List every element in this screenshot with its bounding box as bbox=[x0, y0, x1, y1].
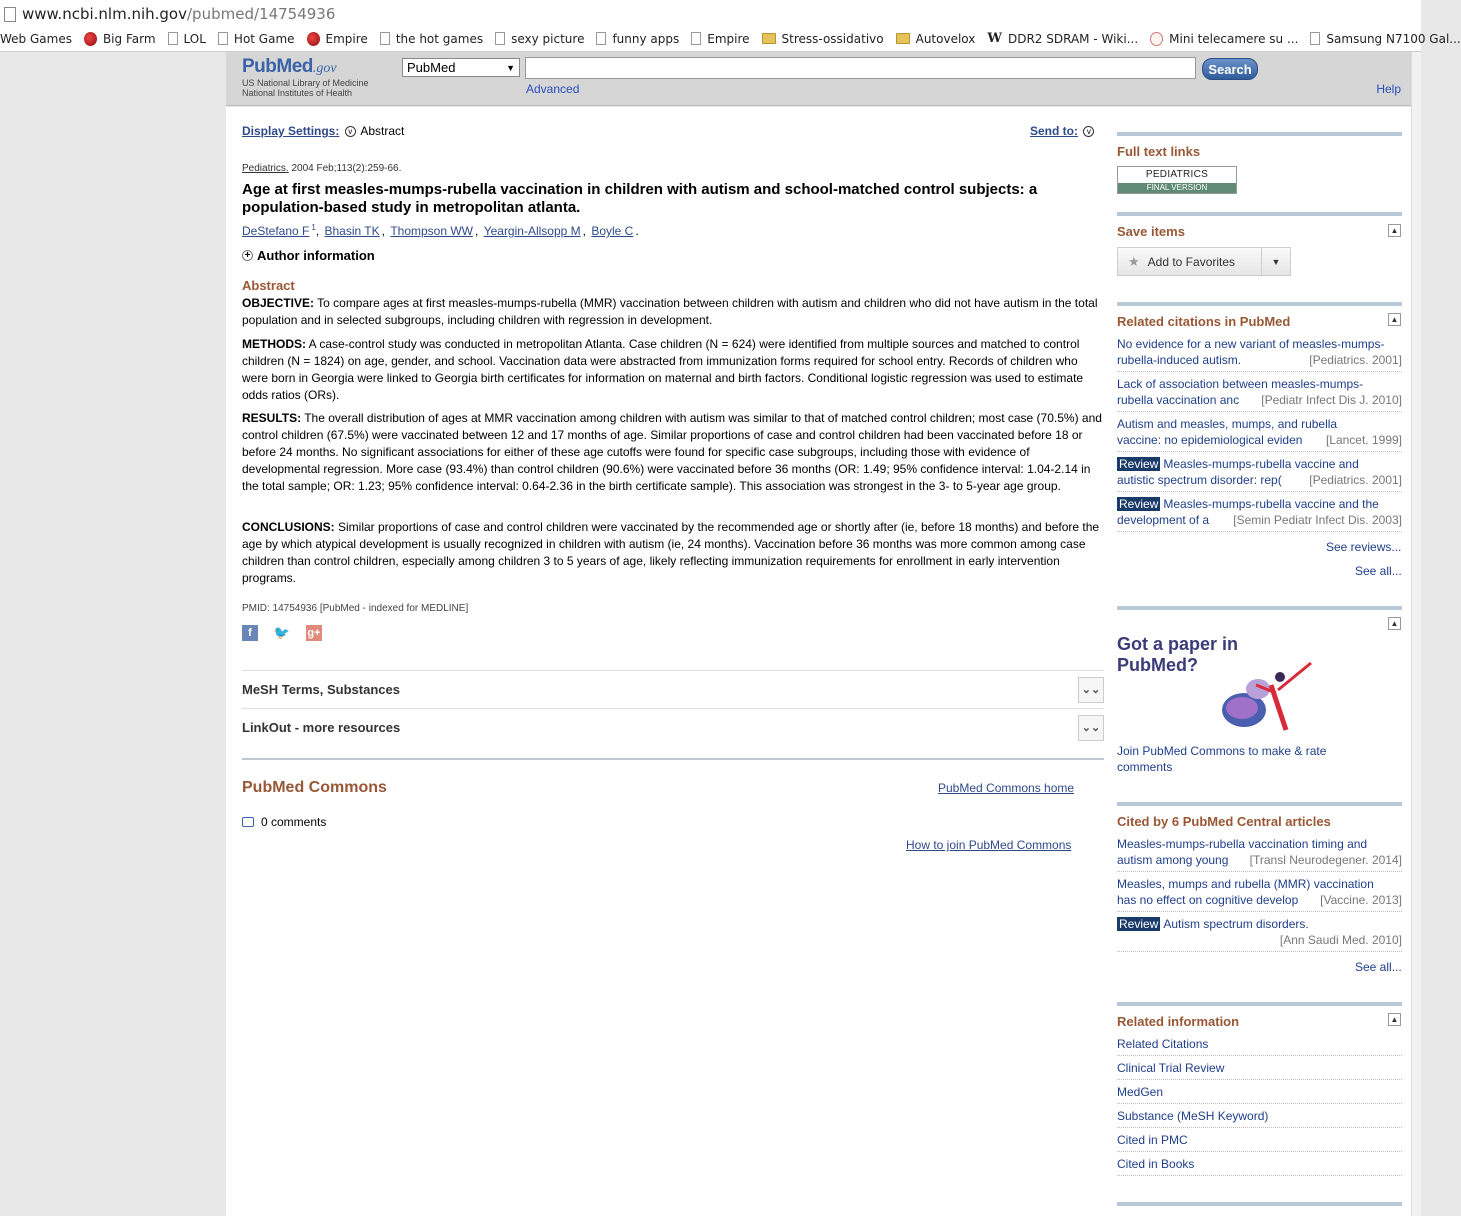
bookmark-item[interactable] bbox=[0, 32, 72, 46]
separator: , bbox=[582, 224, 590, 238]
bookmark-item[interactable] bbox=[380, 32, 483, 46]
related-information-link[interactable]: Cited in PMC bbox=[1117, 1132, 1402, 1152]
author-link[interactable]: Boyle C bbox=[591, 224, 634, 238]
linkout-section[interactable] bbox=[242, 708, 1104, 746]
citation-link[interactable] bbox=[1117, 456, 1402, 492]
section-label: METHODS: bbox=[242, 337, 306, 351]
related-information-link[interactable]: MedGen bbox=[1117, 1084, 1402, 1104]
scrollbar[interactable] bbox=[1411, 52, 1421, 1216]
bookmark-label: Stress-ossidativo bbox=[781, 31, 884, 46]
author-list bbox=[242, 223, 641, 238]
page-icon bbox=[4, 7, 16, 22]
address-bar[interactable] bbox=[0, 0, 1421, 26]
logo-subtitle-2: National Institutes of Health bbox=[242, 88, 353, 98]
bookmark-label: funny apps bbox=[612, 31, 680, 46]
collapse-icon[interactable]: ▲ bbox=[1388, 313, 1401, 326]
display-format: Abstract bbox=[360, 124, 405, 138]
section-text: The overall distribution of ages at MMR vaccination among children with autism was similar to that of matched control children; most case (70.5%) and control children (67.5%) were vaccinated between 12 and 17 months of age. Similar proportions of case and control children had been vaccinated before 18 or before 24 months. No significant associations for either of these age cutoffs were found for specific case subgroups, including those with evidence of developmental regression. More case (93.4%) than control children (90.6%) were vaccinated before 36 months (OR: 1.49; 95% confidence interval: 1.04-2.14 in the total sample; OR: 1.23; 95% confidence interval: 0.64-2.36 in the birth certificate sample). This association was strongest in the 3- to 5-year age group. bbox=[242, 411, 1102, 493]
journal-link[interactable]: Pediatrics. bbox=[242, 163, 289, 174]
database-selected: PubMed bbox=[407, 60, 456, 75]
folder-icon bbox=[896, 33, 910, 44]
pubmed-commons-title: PubMed Commons bbox=[242, 779, 387, 796]
bookmark-item[interactable] bbox=[307, 32, 368, 46]
see-reviews-link[interactable]: See reviews... bbox=[1326, 540, 1402, 554]
related-information-link[interactable]: Related Citations bbox=[1117, 1036, 1402, 1056]
commons-promo-text[interactable]: Join PubMed Commons to make & rate comments bbox=[1117, 744, 1327, 774]
bookmark-icon bbox=[596, 32, 606, 45]
bookmark-item[interactable] bbox=[896, 32, 976, 46]
display-settings[interactable] bbox=[242, 124, 404, 138]
bookmarks-bar bbox=[0, 26, 1461, 52]
save-items-title: Save items bbox=[1117, 224, 1185, 239]
section-text: A case-control study was conducted in metropolitan Atlanta. Case children (N = 624) were identified from multiple sources and matched to control children (N = 1824) on age, gender, and school. Vaccination data were abstracted from immunization forms required for school entry. Records of children who were born in Georgia were linked to Georgia birth certificates for information on maternal and birth factors. Conditional logistic regression was used to estimate odds ratios (ORs). bbox=[242, 337, 1084, 402]
commons-illustration-icon bbox=[1216, 655, 1316, 735]
plus-icon: + bbox=[242, 250, 253, 261]
bookmark-item[interactable] bbox=[596, 32, 679, 46]
citation-title: Autism and measles, mumps, and rubella bbox=[1117, 417, 1338, 431]
see-all-cited-link[interactable]: See all... bbox=[1355, 960, 1402, 974]
bookmark-label: Samsung N7100 Gal... bbox=[1326, 31, 1461, 46]
bookmark-label: Hot Game bbox=[233, 31, 295, 46]
facebook-icon[interactable]: f bbox=[242, 625, 258, 641]
citation-link[interactable] bbox=[1117, 876, 1402, 912]
separator: , bbox=[475, 224, 482, 238]
comments-count[interactable] bbox=[242, 815, 326, 829]
citation-title-cont: autism among young bbox=[1117, 853, 1229, 867]
see-all-related-link[interactable]: See all... bbox=[1355, 564, 1402, 578]
abstract-methods bbox=[242, 336, 1106, 404]
author-information-label: Author information bbox=[257, 248, 375, 263]
collapse-icon[interactable]: ▲ bbox=[1388, 617, 1401, 630]
bookmark-item[interactable] bbox=[84, 32, 156, 46]
badge-version: FINAL VERSION bbox=[1118, 183, 1236, 193]
citation-details: 2004 Feb;113(2):259-66. bbox=[288, 163, 402, 174]
chevron-down-icon[interactable]: v bbox=[1083, 126, 1094, 137]
abstract-heading: Abstract bbox=[242, 278, 295, 293]
abstract-conclusions bbox=[242, 519, 1106, 587]
bookmark-icon bbox=[168, 32, 178, 45]
display-settings-link[interactable]: Display Settings: bbox=[242, 124, 340, 138]
citation-link[interactable] bbox=[1117, 336, 1402, 372]
bookmark-label: Autovelox bbox=[915, 31, 976, 46]
comments-label: 0 comments bbox=[261, 815, 327, 829]
search-button[interactable]: Search bbox=[1202, 58, 1258, 80]
mesh-terms-label: MeSH Terms, Substances bbox=[242, 682, 400, 697]
separator: , bbox=[381, 224, 389, 238]
divider bbox=[1117, 302, 1402, 306]
pubmed-commons-home-link[interactable]: PubMed Commons home bbox=[938, 781, 1075, 795]
article-title: Age at first measles-mumps-rubella vaccination in children with autism and school-matched control subjects: a population-based study in metropolitan atlanta. bbox=[242, 181, 1038, 216]
citation-title: Autism spectrum disorders. bbox=[1163, 917, 1309, 931]
google-plus-icon[interactable]: g+ bbox=[307, 627, 321, 639]
logo-gov: .gov bbox=[312, 61, 337, 76]
citation-link[interactable] bbox=[1117, 916, 1402, 952]
review-badge: Review bbox=[1119, 497, 1159, 511]
citation-source: [Pediatrics. 2001] bbox=[1309, 353, 1402, 367]
bookmark-item[interactable] bbox=[1150, 32, 1298, 46]
citation-source: [Pediatrics. 2001] bbox=[1309, 473, 1402, 487]
citation-source: [Pediatr Infect Dis J. 2010] bbox=[1261, 393, 1402, 407]
abstract-objective bbox=[242, 295, 1106, 329]
chevron-down-icon[interactable]: ▼ bbox=[1271, 256, 1281, 267]
chevron-down-icon[interactable]: v bbox=[345, 126, 356, 137]
database-select[interactable] bbox=[402, 58, 520, 77]
related-information-link[interactable]: Cited in Books bbox=[1117, 1156, 1402, 1176]
separator: , bbox=[315, 224, 323, 238]
bookmark-item[interactable] bbox=[987, 31, 1138, 46]
send-to-link[interactable]: Send to: bbox=[1030, 124, 1078, 138]
bookmark-icon bbox=[307, 32, 320, 46]
bookmark-item[interactable] bbox=[218, 32, 295, 46]
logo-subtitle-1: US National Library of Medicine bbox=[242, 78, 369, 88]
twitter-icon[interactable]: 🐦 bbox=[273, 625, 291, 640]
collapse-icon[interactable]: ▲ bbox=[1388, 224, 1401, 237]
author-link[interactable]: Thompson WW bbox=[390, 224, 474, 238]
review-badge: Review bbox=[1119, 457, 1159, 471]
related-information-title: Related information bbox=[1117, 1014, 1240, 1029]
divider bbox=[242, 758, 1104, 760]
author-link[interactable]: Bhasin TK bbox=[324, 224, 380, 238]
promo-title-line1: Got a paper in bbox=[1117, 634, 1239, 654]
bookmark-icon bbox=[84, 32, 97, 46]
comment-icon bbox=[242, 817, 254, 827]
citation-source: [Ann Saudi Med. 2010] bbox=[1279, 933, 1402, 947]
bookmark-icon bbox=[495, 32, 505, 45]
bookmark-label: the hot games bbox=[395, 31, 484, 46]
double-chevron-down-icon[interactable]: ⌄⌄ bbox=[1078, 715, 1104, 741]
section-text: Similar proportions of case and control children were vaccinated by the recommended age or shortly after (ie, before 18 months) and before the age by which atypical development is usually recognized in children with autism (ie, 24 months). Vaccination before 36 months was more common among case children than control children, especially among children 3 to 5 years of age, likely reflecting immunization requirements for enrollment in early intervention programs. bbox=[242, 520, 1100, 585]
linkout-label: LinkOut - more resources bbox=[242, 720, 401, 735]
section-label: CONCLUSIONS: bbox=[242, 520, 335, 534]
bookmark-icon bbox=[218, 32, 228, 45]
send-to[interactable] bbox=[1030, 124, 1096, 138]
bookmark-icon bbox=[1310, 32, 1320, 45]
main-content bbox=[226, 107, 1411, 1216]
bookmark-item[interactable] bbox=[1310, 32, 1460, 46]
divider bbox=[1117, 802, 1402, 806]
divider bbox=[1117, 606, 1402, 610]
separator: . bbox=[635, 224, 639, 238]
author-link[interactable]: DeStefano F bbox=[242, 224, 310, 238]
citation-link[interactable] bbox=[1117, 496, 1402, 532]
add-to-favorites-button[interactable] bbox=[1117, 247, 1291, 276]
author-link[interactable]: Yeargin-Allsopp M bbox=[483, 224, 581, 238]
cited-by-title: Cited by 6 PubMed Central articles bbox=[1117, 814, 1331, 829]
citation-source: [Semin Pediatr Infect Dis. 2003] bbox=[1233, 513, 1402, 527]
bookmark-label: DDR2 SDRAM - Wiki... bbox=[1007, 31, 1139, 46]
related-citations-title: Related citations in PubMed bbox=[1117, 314, 1291, 329]
advanced-link[interactable]: Advanced bbox=[526, 82, 580, 96]
abstract-results bbox=[242, 410, 1106, 495]
star-icon: ★ bbox=[1128, 253, 1140, 269]
bookmark-label: Empire bbox=[707, 31, 750, 46]
promo-title-line2: PubMed? bbox=[1117, 655, 1198, 675]
citation bbox=[242, 163, 401, 174]
folder-icon bbox=[762, 33, 776, 44]
divider bbox=[1117, 132, 1402, 136]
affiliation-marker[interactable]: 1 bbox=[311, 223, 316, 232]
bookmark-label: sexy picture bbox=[511, 31, 585, 46]
citation-title: Measles-mumps-rubella vaccination timing and bbox=[1117, 837, 1368, 851]
citation-title-cont: has no effect on cognitive develop bbox=[1117, 893, 1299, 907]
bookmark-label: Mini telecamere su ... bbox=[1169, 31, 1299, 46]
bookmark-item[interactable] bbox=[168, 32, 206, 46]
url-host: www.ncbi.nlm.nih.gov bbox=[22, 5, 187, 23]
bookmark-item[interactable] bbox=[495, 32, 584, 46]
how-to-join-link[interactable]: How to join PubMed Commons bbox=[906, 838, 1072, 852]
wikipedia-icon: W bbox=[987, 31, 1002, 46]
divider bbox=[1117, 1202, 1402, 1206]
bookmark-label: Empire bbox=[325, 31, 368, 46]
citation-title: No evidence for a new variant of measles-mumps- bbox=[1117, 337, 1385, 351]
citation-title: Lack of association between measles-mumps- bbox=[1117, 377, 1364, 391]
add-to-favorites-label: Add to Favorites bbox=[1147, 254, 1236, 269]
citation-link[interactable] bbox=[1117, 836, 1402, 872]
bookmark-item[interactable] bbox=[762, 32, 884, 46]
mesh-terms-section[interactable] bbox=[242, 670, 1104, 708]
bookmark-icon bbox=[380, 32, 390, 45]
pubmed-header bbox=[226, 52, 1411, 106]
citation-title-cont: development of a bbox=[1117, 513, 1210, 527]
logo-text: PubMed bbox=[242, 56, 313, 77]
divider bbox=[1117, 1002, 1402, 1006]
related-information-link[interactable]: Substance (MeSH Keyword) bbox=[1117, 1108, 1402, 1128]
citation-title: Measles, mumps and rubella (MMR) vaccination bbox=[1117, 877, 1374, 891]
bookmark-item[interactable] bbox=[691, 32, 749, 46]
bookmark-label: Web Games bbox=[0, 31, 72, 46]
citation-title: Measles-mumps-rubella vaccine and the bbox=[1163, 497, 1379, 511]
citation-source: [Lancet. 1999] bbox=[1325, 433, 1402, 447]
bookmark-icon bbox=[691, 32, 701, 45]
badge-journal: PEDIATRICS bbox=[1118, 167, 1236, 183]
section-label: OBJECTIVE: bbox=[242, 296, 315, 310]
related-information-link[interactable]: Clinical Trial Review bbox=[1117, 1060, 1402, 1080]
divider bbox=[1117, 212, 1402, 216]
citation-title: Measles-mumps-rubella vaccine and bbox=[1163, 457, 1359, 471]
full-text-links-title: Full text links bbox=[1117, 144, 1201, 159]
pubmed-logo[interactable] bbox=[242, 56, 369, 98]
citation-title-cont: rubella-induced autism. bbox=[1117, 353, 1242, 367]
citation-title-cont: rubella vaccination anc bbox=[1117, 393, 1240, 407]
citation-link[interactable] bbox=[1117, 376, 1402, 412]
double-chevron-down-icon[interactable]: ⌄⌄ bbox=[1078, 677, 1104, 703]
search-input[interactable] bbox=[525, 57, 1196, 79]
section-text: To compare ages at first measles-mumps-rubella (MMR) vaccination between children with autism and children who did not have autism in the total population and in selected subgroups, including children with regression in development. bbox=[242, 296, 1098, 327]
citation-title-cont: vaccine: no epidemiological eviden bbox=[1117, 433, 1303, 447]
add-to-favorites-main[interactable] bbox=[1118, 248, 1262, 275]
review-badge: Review bbox=[1119, 917, 1159, 931]
bookmark-label: LOL bbox=[183, 31, 206, 46]
pmid: PMID: 14754936 [PubMed - indexed for MEDLINE] bbox=[242, 603, 469, 614]
social-share bbox=[242, 625, 322, 641]
bookmark-label: Big Farm bbox=[102, 31, 156, 46]
chevron-down-icon: ▼ bbox=[506, 62, 515, 73]
author-information-toggle[interactable] bbox=[242, 248, 375, 263]
bookmark-icon bbox=[1150, 32, 1163, 46]
pediatrics-full-text-link[interactable] bbox=[1117, 166, 1237, 194]
citation-source: [Vaccine. 2013] bbox=[1320, 893, 1402, 907]
section-label: RESULTS: bbox=[242, 411, 302, 425]
citation-title-cont: autistic spectrum disorder: rep( bbox=[1117, 473, 1282, 487]
collapse-icon[interactable]: ▲ bbox=[1388, 1013, 1401, 1026]
citation-source: [Transl Neurodegener. 2014] bbox=[1249, 853, 1402, 867]
help-link[interactable]: Help bbox=[1376, 82, 1401, 96]
url-path: /pubmed/14754936 bbox=[187, 5, 336, 23]
citation-link[interactable] bbox=[1117, 416, 1402, 452]
